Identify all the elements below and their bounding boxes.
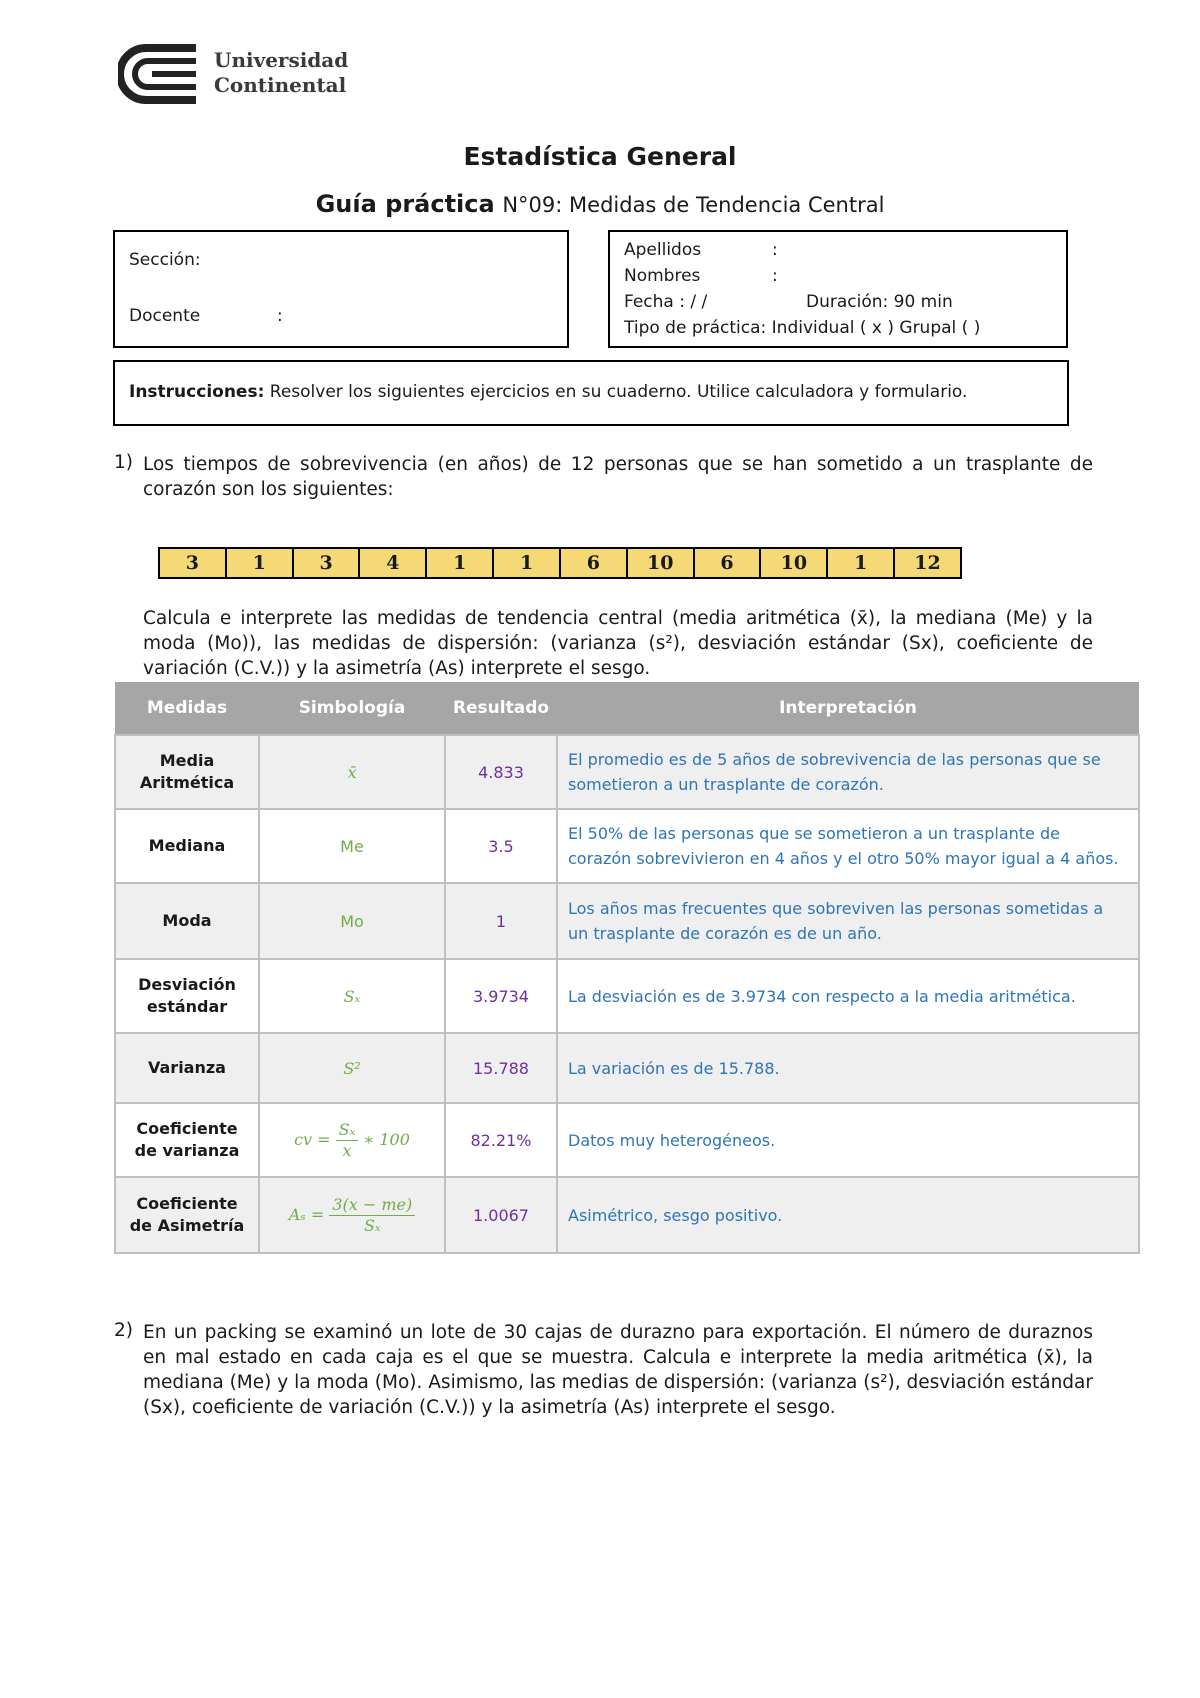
question-1-task: Calcula e interprete las medidas de tendencia central (media aritmética (x̄), la mediana (Me) y la moda (Mo)), las medidas de dispersión: (varianza (s²), desviación estándar (Sx), coeficiente de variación (C.V.)) y la asimetría (As) interprete el sesgo. xyxy=(143,608,1093,679)
question-2-text: En un packing se examinó un lote de 30 cajas de durazno para exportación. El número de duraznos en mal estado en cada caja es el que se muestra. Calcula e interprete la media aritmética (x̄), la mediana (Me) y la moda (Mo). Asimismo, las medias de dispersión: (varianza (s²), desviación estándar (Sx), coeficiente de variación (C.V.)) y la asimetría (As) interprete el sesgo. xyxy=(143,1322,1093,1418)
row-interpretacion: Asimétrico, sesgo positivo. xyxy=(557,1177,1139,1253)
results-table xyxy=(114,682,1140,1254)
formula-rhs: ∗ 100 xyxy=(363,1129,410,1149)
data-cell: 6 xyxy=(561,549,628,577)
table-row xyxy=(115,1103,1139,1177)
data-cell: 1 xyxy=(427,549,494,577)
apellidos-colon: : xyxy=(772,240,778,260)
table-row xyxy=(115,735,1139,809)
tipo-practica-label: Tipo de práctica: Individual ( x ) Grupal ( ) xyxy=(624,318,981,338)
question-2-number: 2) xyxy=(114,1320,133,1341)
row-resultado: 82.21% xyxy=(445,1103,557,1177)
row-interpretacion: El promedio es de 5 años de sobrevivencia de las personas que se sometieron a un trasplante de corazón. xyxy=(557,735,1139,809)
data-cell: 3 xyxy=(294,549,361,577)
nombres-colon: : xyxy=(772,266,778,286)
table-row xyxy=(115,959,1139,1033)
data-cell: 1 xyxy=(227,549,294,577)
formula-fraction xyxy=(336,1120,359,1161)
data-cell: 4 xyxy=(360,549,427,577)
row-medida: Mediana xyxy=(115,809,259,883)
row-medida: Varianza xyxy=(115,1033,259,1103)
instructions-label: Instrucciones: xyxy=(129,382,265,402)
table-row xyxy=(115,1177,1139,1253)
duracion-label: Duración: 90 min xyxy=(806,292,953,312)
instructions-body: Resolver los siguientes ejercicios en su cuaderno. Utilice calculadora y formulario. xyxy=(264,382,968,402)
data-cell: 10 xyxy=(761,549,828,577)
header-resultado: Resultado xyxy=(445,682,557,735)
row-interpretacion: Datos muy heterogéneos. xyxy=(557,1103,1139,1177)
formula-denominator: x xyxy=(342,1140,352,1160)
header-simbologia: Simbología xyxy=(259,682,445,735)
seccion-label: Sección: xyxy=(129,250,201,270)
university-logo xyxy=(118,40,348,108)
row-medida: Desviación estándar xyxy=(115,959,259,1033)
survival-data-row xyxy=(158,547,962,579)
row-medida: Coeficiente de Asimetría xyxy=(115,1177,259,1253)
formula-numerator: 3(x − me) xyxy=(329,1195,415,1216)
subtitle-bold: Guía práctica xyxy=(315,190,495,218)
table-header-row xyxy=(115,682,1139,735)
document-subtitle xyxy=(0,190,1200,218)
formula-lhs: cv = xyxy=(294,1129,331,1149)
row-interpretacion: El 50% de las personas que se sometieron a un trasplante de corazón sobrevivieron en 4 años y el otro 50% mayor igual a 4 años. xyxy=(557,809,1139,883)
row-resultado: 3.9734 xyxy=(445,959,557,1033)
question-1-text: Los tiempos de sobrevivencia (en años) de 12 personas que se han sometido a un trasplante de corazón son los siguientes: xyxy=(143,454,1093,500)
row-simbolo-formula xyxy=(259,1103,445,1177)
row-medida: Media Aritmética xyxy=(115,735,259,809)
question-1-number: 1) xyxy=(114,452,133,473)
table-row xyxy=(115,1033,1139,1103)
row-simbolo: Sₓ xyxy=(259,959,445,1033)
row-simbolo: Me xyxy=(259,809,445,883)
formula-numerator: Sₓ xyxy=(336,1120,359,1141)
data-cell: 1 xyxy=(494,549,561,577)
subtitle-rest: : Medidas de Tendencia Central xyxy=(555,193,885,217)
row-resultado: 15.788 xyxy=(445,1033,557,1103)
row-simbolo: Mo xyxy=(259,883,445,959)
header-interpretacion: Interpretación xyxy=(557,682,1139,735)
instructions-box xyxy=(113,360,1069,426)
formula-denominator: Sₓ xyxy=(363,1215,381,1235)
data-cell: 10 xyxy=(628,549,695,577)
header-medidas: Medidas xyxy=(115,682,259,735)
logo-line-2: Continental xyxy=(214,73,347,97)
row-resultado: 4.833 xyxy=(445,735,557,809)
nombres-label: Nombres xyxy=(624,266,701,286)
row-simbolo: x̄ xyxy=(259,735,445,809)
row-interpretacion: La variación es de 15.788. xyxy=(557,1033,1139,1103)
docente-colon: : xyxy=(277,306,283,326)
data-cell: 6 xyxy=(695,549,762,577)
document-title: Estadística General xyxy=(463,142,737,171)
section-teacher-box xyxy=(113,230,569,348)
docente-label: Docente xyxy=(129,306,201,326)
university-logo-icon xyxy=(118,42,202,106)
logo-line-1: Universidad xyxy=(214,48,349,72)
row-interpretacion: La desviación es de 3.9734 con respecto a la media aritmética. xyxy=(557,959,1139,1033)
apellidos-label: Apellidos xyxy=(624,240,702,260)
row-resultado: 3.5 xyxy=(445,809,557,883)
row-simbolo-formula xyxy=(259,1177,445,1253)
data-cell: 3 xyxy=(160,549,227,577)
row-resultado: 1.0067 xyxy=(445,1177,557,1253)
row-simbolo: S² xyxy=(259,1033,445,1103)
formula-fraction xyxy=(329,1195,415,1236)
student-info-box xyxy=(608,230,1068,348)
fecha-label: Fecha : / / xyxy=(624,292,708,312)
row-medida: Moda xyxy=(115,883,259,959)
formula-lhs: Aₛ = xyxy=(288,1204,325,1224)
subtitle-number: N°09 xyxy=(502,193,556,217)
data-cell: 12 xyxy=(895,549,960,577)
instructions-text xyxy=(129,382,967,402)
table-row xyxy=(115,809,1139,883)
row-medida: Coeficiente de varianza xyxy=(115,1103,259,1177)
row-resultado: 1 xyxy=(445,883,557,959)
table-row xyxy=(115,883,1139,959)
data-cell: 1 xyxy=(828,549,895,577)
row-interpretacion: Los años mas frecuentes que sobreviven las personas sometidas a un trasplante de corazón es de un año. xyxy=(557,883,1139,959)
